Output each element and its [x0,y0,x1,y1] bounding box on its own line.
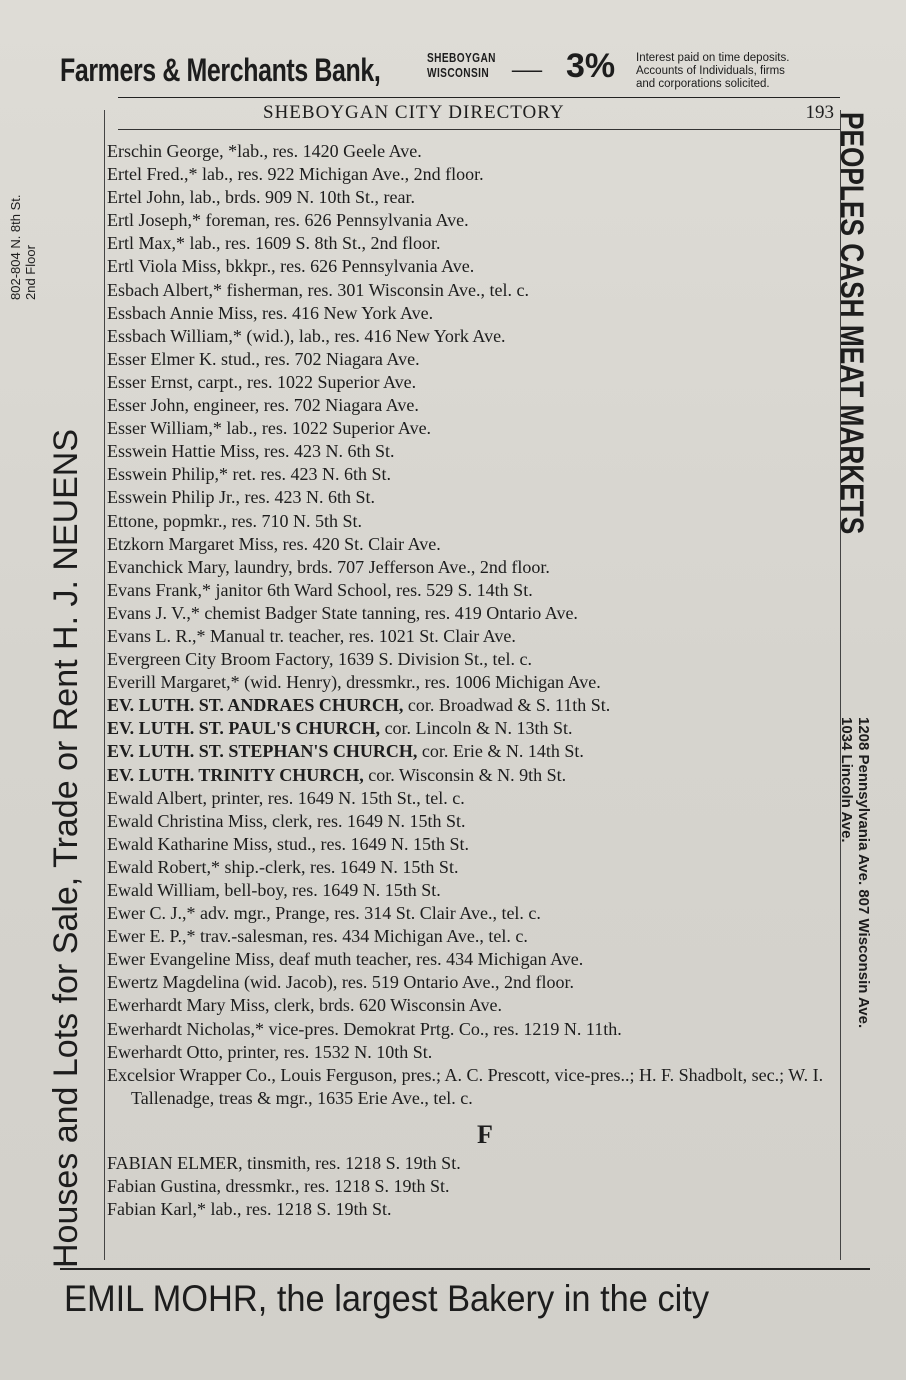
top-divider [118,97,840,98]
directory-entry: Esswein Philip Jr., res. 423 N. 6th St. [107,487,376,508]
directory-entry: Ertl Max,* lab., res. 1609 S. 8th St., 2nd floor. [107,233,441,254]
directory-entry: Evergreen City Broom Factory, 1639 S. Division St., tel. c. [107,649,532,670]
directory-entry: Esswein Hattie Miss, res. 423 N. 6th St. [107,441,395,462]
directory-entry: Fabian Karl,* lab., res. 1218 S. 19th St. [107,1199,392,1220]
directory-entry [107,717,843,740]
directory-entry: Ewer E. P.,* trav.-salesman, res. 434 Michigan Ave., tel. c. [107,926,528,947]
left-ad-address-line1: 802-804 N. 8th St. [8,194,23,300]
page-number: 193 [805,102,834,123]
directory-entry: Evans Frank,* janitor 6th Ward School, res. 529 S. 14th St. [107,579,533,600]
directory-entry: Ewald Albert, printer, res. 1649 N. 15th St., tel. c. [107,787,465,808]
directory-entry: Erschin George, *lab., res. 1420 Geele Ave. [107,141,422,161]
section-letter: F [477,1119,493,1149]
bottom-divider [60,1268,870,1270]
directory-entry: Evans L. R.,* Manual tr. teacher, res. 1021 St. Clair Ave. [107,625,516,646]
entry-church-name: EV. LUTH. ST. STEPHAN'S CHURCH, [107,741,418,762]
directory-entry: Esser Elmer K. stud., res. 702 Niagara Ave. [107,348,420,369]
bank-advertisement [60,46,870,96]
directory-entry: Essbach William,* (wid.), lab., res. 416 New York Ave. [107,325,506,346]
bank-note-line1: Interest paid on time deposits. [636,52,790,64]
directory-entry: Ewer C. J.,* adv. mgr., Prange, res. 314 St. Clair Ave., tel. c. [107,903,541,924]
entry-church-address: cor. Lincoln & N. 13th St. [380,718,573,739]
left-column-rule [104,110,105,1260]
entry-church-name: EV. LUTH. ST. ANDRAES CHURCH, [107,695,404,716]
entry-church-name: EV. LUTH. ST. PAUL'S CHURCH, [107,718,381,739]
right-ad-text: PEOPLES CASH MEAT MARKETS [834,112,870,535]
bank-city [427,50,496,80]
bank-city-line1: SHEBOYGAN [427,50,496,65]
directory-entry: Esser John, engineer, res. 702 Niagara Ave. [107,395,419,416]
bakery-advertisement: EMIL MOHR, the largest Bakery in the city [64,1278,710,1319]
directory-entry: Ewald Katharine Miss, stud., res. 1649 N. 15th St. [107,833,469,854]
directory-entry: Excelsior Wrapper Co., Louis Ferguson, pres.; A. C. Prescott, vice-pres..; H. F. Shadbolt, sec.; W. I. Tallenadge, treas & mgr., 1635 Erie Ave., tel. c. [107,1064,824,1108]
right-ad-address-line1: 1208 Pennsylvania Ave. 807 Wisconsin Ave. [855,717,872,1029]
right-ad-address-line2: 1034 Lincoln Ave. [838,717,855,843]
bank-name: Farmers & Merchants Bank, [60,52,381,88]
directory-entry [107,764,843,787]
directory-entry: Ewald Christina Miss, clerk, res. 1649 N. 15th St. [107,810,466,831]
directory-entry: Ewer Evangeline Miss, deaf muth teacher, res. 434 Michigan Ave. [107,949,584,970]
directory-entry: Ewertz Magdelina (wid. Jacob), res. 519 Ontario Ave., 2nd floor. [107,972,575,993]
directory-entry: Ertel John, lab., brds. 909 N. 10th St., rear. [107,187,415,208]
directory-entry: Ertl Joseph,* foreman, res. 626 Pennsylvania Ave. [107,210,469,231]
directory-entry: Ertel Fred.,* lab., res. 922 Michigan Ave., 2nd floor. [107,164,484,185]
directory-entry: Ewald William, bell-boy, res. 1649 N. 15th St. [107,880,441,900]
page-title: SHEBOYGAN CITY DIRECTORY [263,102,565,123]
entry-church-address: cor. Wisconsin & N. 9th St. [363,764,567,785]
directory-entry [107,694,843,717]
directory-entry: Everill Margaret,* (wid. Henry), dressmkr., res. 1006 Michigan Ave. [107,672,601,693]
bank-note-line3: and corporations solicited. [636,78,770,90]
directory-entry: Ewald Robert,* ship.-clerk, res. 1649 N. 15th St. [107,856,459,877]
bank-note [636,52,876,91]
directory-entry: Ewerhardt Nicholas,* vice-pres. Demokrat Prtg. Co., res. 1219 N. 11th. [107,1018,622,1039]
directory-entry [107,740,843,763]
directory-entry: Evans J. V.,* chemist Badger State tanning, res. 419 Ontario Ave. [107,602,578,623]
page-header [118,101,840,130]
bank-city-line2: WISCONSIN [427,65,490,80]
directory-entry: Fabian Gustina, dressmkr., res. 1218 S. 19th St. [107,1176,450,1197]
directory-entry: Ewerhardt Otto, printer, res. 1532 N. 10th St. [107,1041,433,1062]
left-ad-address [8,100,38,300]
bank-dash: — [512,52,542,85]
directory-entry: Evanchick Mary, laundry, brds. 707 Jefferson Ave., 2nd floor. [107,556,550,577]
bank-interest-rate: 3% [566,47,616,85]
entry-church-address: cor. Broadwad & S. 11th St. [403,695,611,716]
entry-church-name: EV. LUTH. TRINITY CHURCH, [107,764,364,785]
directory-entry: Esser William,* lab., res. 1022 Superior Ave. [107,418,432,439]
directory-entry: Esswein Philip,* ret. res. 423 N. 6th St. [107,464,391,485]
left-ad-address-line2: 2nd Floor [23,245,38,300]
directory-entry: Ewerhardt Mary Miss, clerk, brds. 620 Wisconsin Ave. [107,995,503,1016]
directory-entry: Etzkorn Margaret Miss, res. 420 St. Clair Ave. [107,533,441,554]
directory-entry: Esbach Albert,* fisherman, res. 301 Wisconsin Ave., tel. c. [107,279,530,300]
directory-entry: Ettone, popmkr., res. 710 N. 5th St. [107,510,362,531]
directory-entry: Esser Ernst, carpt., res. 1022 Superior Ave. [107,371,417,392]
directory-entry: FABIAN ELMER, tinsmith, res. 1218 S. 19th St. [107,1152,461,1173]
entry-church-address: cor. Erie & N. 14th St. [417,741,584,762]
left-ad-text: Houses and Lots for Sale, Trade or Rent H. J. NEUENS [47,428,85,1268]
right-vertical-advertisement [832,112,872,1262]
directory-entries [107,140,843,1221]
left-vertical-advertisement [8,108,86,1268]
right-ad-address [838,717,872,1217]
bank-note-line2: Accounts of Individuals, firms [636,65,785,77]
directory-entry: Essbach Annie Miss, res. 416 New York Ave. [107,302,434,323]
directory-entry: Ertl Viola Miss, bkkpr., res. 626 Pennsylvania Ave. [107,256,475,277]
